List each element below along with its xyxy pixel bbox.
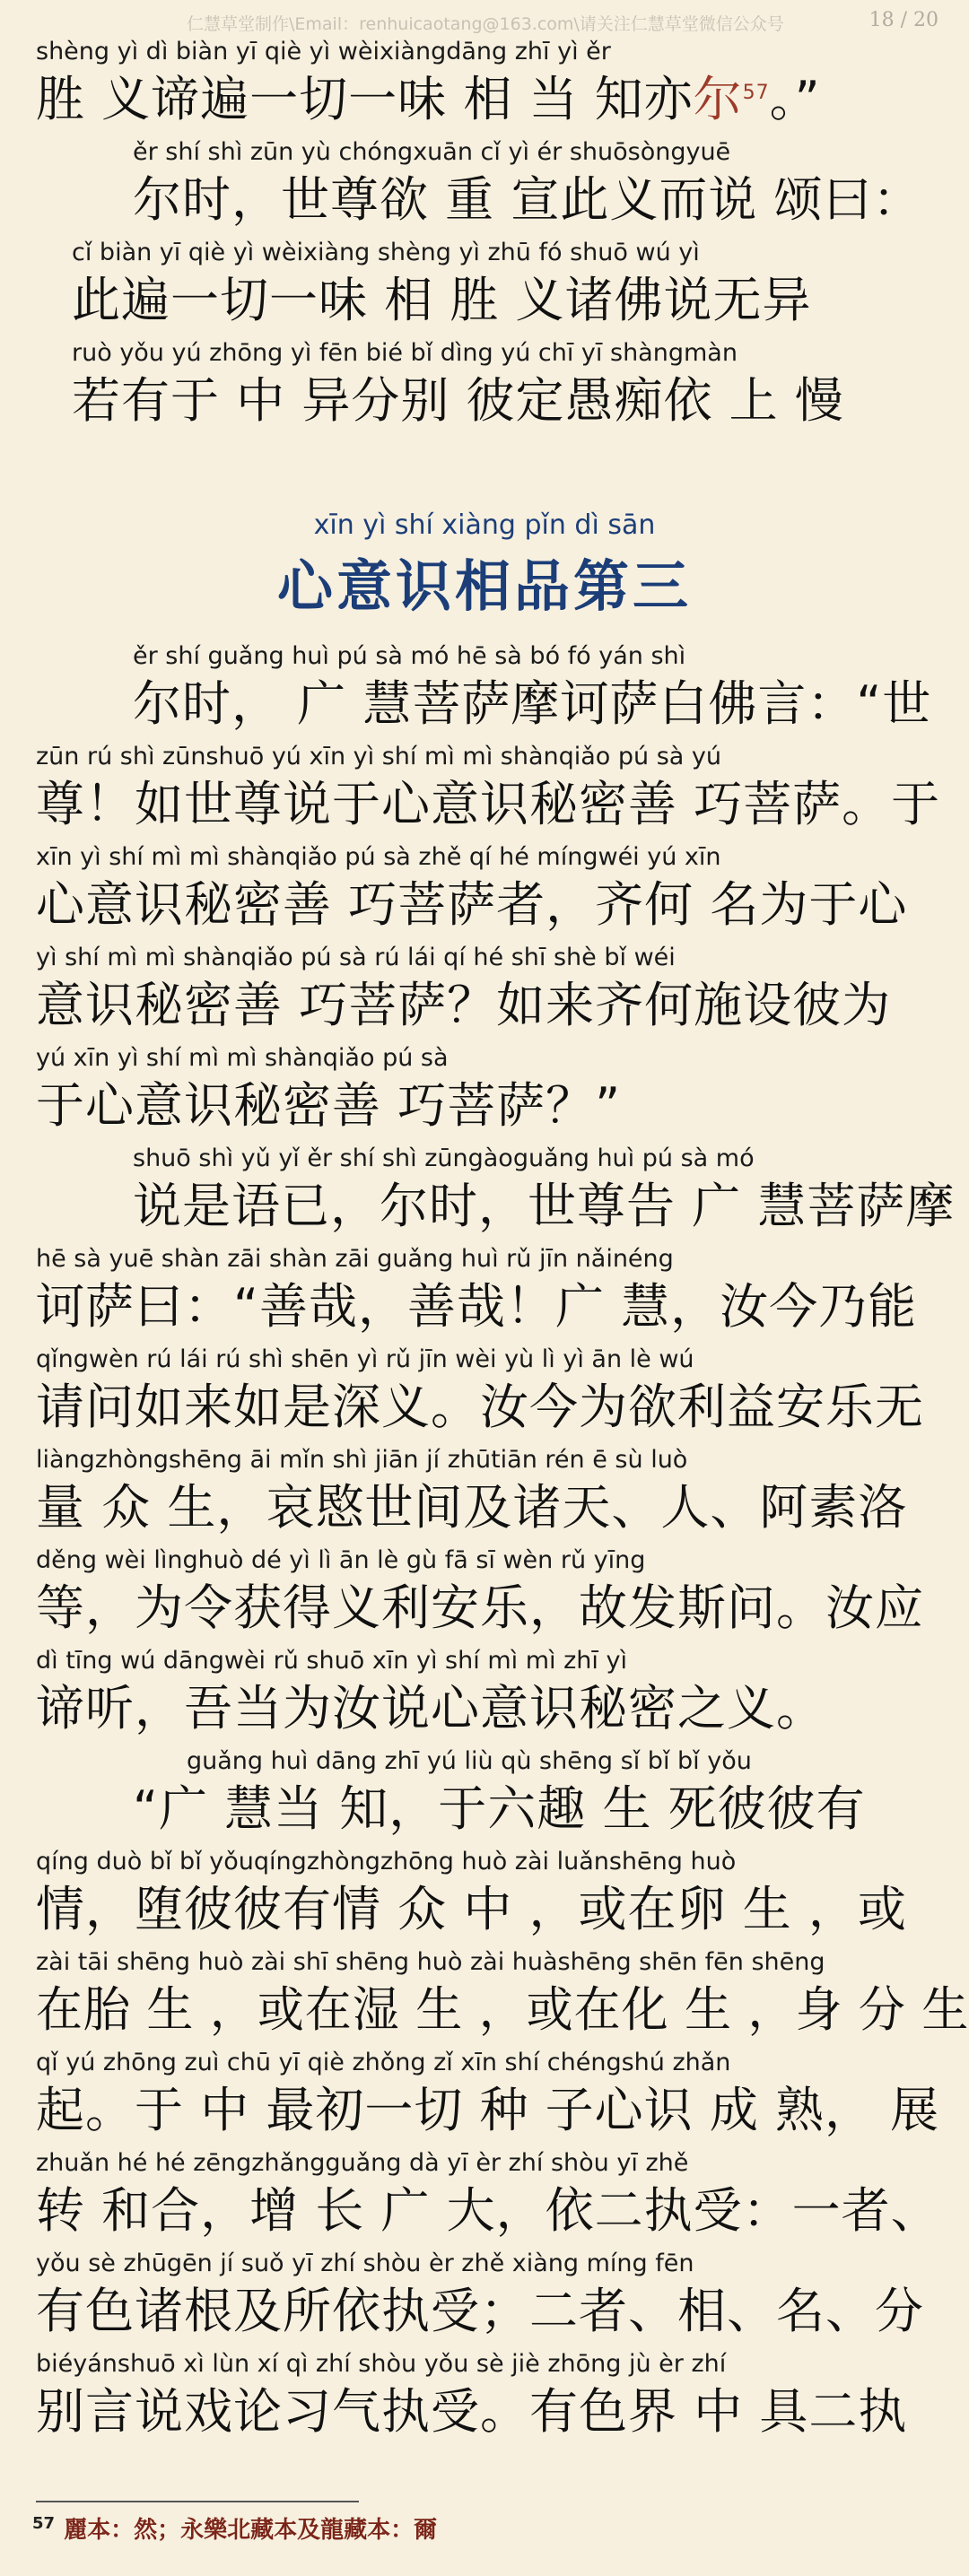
header-credit: 仁慧草堂制作\Email：renhuicaotang@163.com\请关注仁慧草堂微信公众号 xyxy=(187,14,784,34)
text-line xyxy=(36,1243,942,1344)
pinyin-line: ruò yǒu yú zhōng yì fēn bié bǐ dìng yú chī yī shàngmàn xyxy=(72,339,738,367)
footnote-ref[interactable]: 57 xyxy=(742,82,770,104)
text-line xyxy=(36,942,942,1042)
hanzi-line: 说是语已，尔时，世尊告 广 慧菩萨摩 xyxy=(133,1178,956,1234)
verse-line xyxy=(36,337,942,438)
text-line xyxy=(36,2147,942,2248)
text-line xyxy=(36,1143,956,1243)
footnote-text: 麗本：然；永樂北藏本及龍藏本：爾 xyxy=(64,2517,438,2544)
text-line xyxy=(36,2348,942,2449)
page-number: 18 / 20 xyxy=(869,9,938,31)
pinyin-line: zài tāi shēng huò zài shī shēng huò zài huàshēng shēn fēn shēng xyxy=(36,1948,825,1976)
pinyin-line: zhuǎn hé hé zēngzhǎngguǎng dà yī èr zhí shòu yī zhě xyxy=(36,2149,689,2177)
hanzi-line: 转 和合，增 长 广 大，依二执受：一者、 xyxy=(36,2182,940,2239)
text-line xyxy=(36,1745,942,1846)
hanzi-line: 情，堕彼彼有情 众 中 ，或在卵 生 ，或 xyxy=(36,1881,907,1937)
pinyin-line: qíng duò bǐ bǐ yǒuqíngzhòngzhōng huò zài luǎnshēng huò xyxy=(36,1848,737,1875)
pinyin-line: hē sà yuē shàn zāi shàn zāi guǎng huì rǔ jīn nǎinéng xyxy=(36,1245,674,1273)
hanzi-line: 若有于 中 异分别 彼定愚痴依 上 慢 xyxy=(72,372,844,429)
text-line xyxy=(36,136,942,237)
text-line xyxy=(36,841,942,942)
text-line xyxy=(36,741,942,841)
hanzi-line: 意识秘密善 巧菩萨？如来齐何施设彼为 xyxy=(36,977,892,1033)
pinyin-line: děng wèi lìnghuò dé yì lì ān lè gù fā sī wèn rǔ yīng xyxy=(36,1546,646,1574)
hanzi-line: 有色诸根及所依执受；二者、相、名、分 xyxy=(36,2283,924,2339)
hanzi-line: 请问如来如是深义。汝今为欲利益安乐无 xyxy=(36,1379,924,1435)
variant-char: 尔 xyxy=(693,71,743,127)
footnote-number: 57 xyxy=(32,2514,56,2534)
pinyin-line: ěr shí shì zūn yù chóngxuān cǐ yì ér shuōsòngyuē xyxy=(133,138,731,166)
footnote xyxy=(32,2511,437,2545)
text-line xyxy=(36,1444,942,1545)
pinyin-line: yǒu sè zhūgēn jí suǒ yī zhí shòu èr zhě xiàng míng fēn xyxy=(36,2250,694,2277)
hanzi-line: 在胎 生 ，或在湿 生 ，或在化 生 ，身 分 生 xyxy=(36,1981,969,2038)
hanzi-line xyxy=(36,68,821,131)
pinyin-line: ěr shí guǎng huì pú sà mó hē sà bó fó yán shì xyxy=(133,642,686,670)
hanzi-line: 尔时，世尊欲 重 宣此义而说 颂曰： xyxy=(133,171,922,228)
hanzi-line: 别言说戏论习气执受。有色界 中 具二执 xyxy=(36,2383,908,2440)
text-line xyxy=(36,1344,942,1444)
pinyin-line: zūn rú shì zūnshuō yú xīn yì shí mì mì shànqiǎo pú sà yú xyxy=(36,743,722,770)
text-line xyxy=(36,1946,969,2047)
footnote-divider xyxy=(36,2501,359,2502)
pinyin-line: guǎng huì dāng zhī yú liù qù shēng sǐ bǐ bǐ yǒu xyxy=(187,1747,752,1775)
text-line xyxy=(36,1042,942,1143)
pinyin-line: liàngzhòngshēng āi mǐn shì jiān jí zhūtiān rén ē sù luò xyxy=(36,1446,688,1474)
hanzi-line: 量 众 生，哀愍世间及诸天、人、阿素洛 xyxy=(36,1479,908,1536)
hanzi-line: 心意识秘密善 巧菩萨者，齐何 名为于心 xyxy=(36,876,908,933)
text-line xyxy=(36,1645,942,1745)
pinyin-line: yì shí mì mì shànqiǎo pú sà rú lái qí hé shī shè bǐ wéi xyxy=(36,944,676,971)
pinyin-line: dì tīng wú dāngwèi rǔ shuō xīn yì shí mì mì zhī yì xyxy=(36,1647,627,1675)
pinyin-line: qǐ yú zhōng zuì chū yī qiè zhǒng zǐ xīn shí chéngshú zhǎn xyxy=(36,2049,731,2076)
hanzi-line: 此遍一切一味 相 胜 义诸佛说无异 xyxy=(72,272,812,328)
pinyin-line: qǐngwèn rú lái rú shì shēn yì rǔ jīn wèi yù lì yì ān lè wú xyxy=(36,1345,694,1373)
hanzi-line: 诃萨曰：“善哉，善哉！广 慧，汝今乃能 xyxy=(36,1278,918,1335)
text-line xyxy=(36,640,942,741)
pinyin-line: cǐ biàn yī qiè yì wèixiàng shèng yì zhū fó shuō wú yì xyxy=(72,239,700,266)
verse-line xyxy=(36,237,942,337)
text-line xyxy=(36,36,942,136)
pinyin-line: xīn yì shí mì mì shànqiǎo pú sà zhě qí hé míngwéi yú xīn xyxy=(36,843,721,871)
hanzi-line: 谛听，吾当为汝说心意识秘密之义。 xyxy=(36,1680,825,1736)
hanzi-line: “广 慧当 知，于六趣 生 死彼彼有 xyxy=(133,1780,866,1837)
hanzi-line: 尔时， 广 慧菩萨摩诃萨白佛言：“世 xyxy=(133,675,932,732)
hanzi-line: 等，为令获得义利安乐，故发斯问。汝应 xyxy=(36,1580,924,1636)
chapter-title: 心意识相品第三 xyxy=(276,553,692,619)
hanzi-line: 起。于 中 最初一切 种 子心识 成 熟， 展 xyxy=(36,2082,940,2138)
chapter-title-pinyin: xīn yì shí xiàng pǐn dì sān xyxy=(313,509,656,541)
hanzi-line: 于心意识秘密善 巧菩萨？” xyxy=(36,1077,622,1134)
pinyin-line: shuō shì yǔ yǐ ěr shí shì zūngàoguǎng huì pú sà mó xyxy=(133,1144,755,1172)
text-line xyxy=(36,2047,942,2147)
text-line xyxy=(36,2248,942,2348)
pinyin-line: biéyánshuō xì lùn xí qì zhí shòu yǒu sè jiè zhōng jù èr zhí xyxy=(36,2350,727,2378)
hanzi-text: 胜 义谛遍一切一味 相 当 知亦 xyxy=(36,71,694,127)
hanzi-text-tail: 。” xyxy=(769,71,821,127)
pinyin-line: shèng yì dì biàn yī qiè yì wèixiàngdāng zhī yì ěr xyxy=(36,38,611,65)
text-line xyxy=(36,1846,942,1946)
hanzi-line: 尊！如世尊说于心意识秘密善 巧菩萨。于 xyxy=(36,776,941,832)
pinyin-line: yú xīn yì shí mì mì shànqiǎo pú sà xyxy=(36,1044,449,1072)
text-line xyxy=(36,1545,942,1645)
